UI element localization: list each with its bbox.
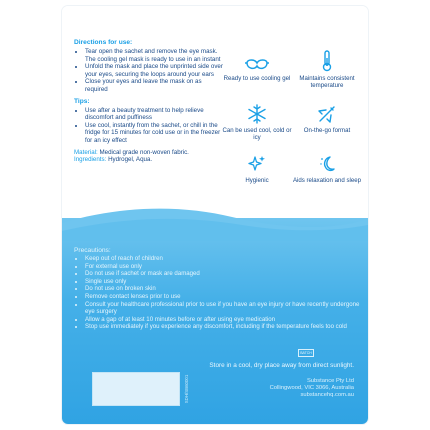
list-item: • Keep out of reach of children (85, 255, 364, 263)
snowflake-icon (247, 104, 267, 124)
list-item: • Consult your healthcare professional prior to use if you have an eye injury or have recently undergone eye surgery (85, 301, 364, 316)
precautions-section (74, 247, 364, 331)
feature-hygienic (222, 154, 292, 184)
material-label: Material: (74, 148, 98, 156)
list-item: • Do not use if sachet or mask are damaged (85, 270, 364, 278)
barcode-placeholder (92, 372, 180, 406)
feature-temperature (292, 50, 362, 89)
feature-relaxation (292, 154, 362, 184)
company-address (204, 378, 354, 399)
wave-divider (62, 201, 368, 241)
list-item: • Tear open the sachet and remove the eye mask. The cooling gel mask is ready to use in an instant (85, 48, 224, 63)
material-line (74, 149, 224, 156)
feature-label: Ready to use cooling gel (223, 75, 291, 82)
feature-label: Aids relaxation and sleep (292, 177, 362, 184)
batch-box: BATCH (298, 349, 314, 357)
tips-list (74, 107, 224, 145)
list-item: • Use cool, instantly from the sachet, or chill in the fridge for 15 minutes for cold use or in the freezer for an icy effect (85, 122, 224, 145)
list-item: • Single use only (85, 278, 364, 286)
company-name: Substance Pty Ltd (306, 378, 354, 384)
company-location: Collingwood, VIC 3066, Australia (269, 385, 354, 391)
feature-cool-cold-icy (222, 104, 292, 141)
list-item: • Close your eyes and leave the mask on as required (85, 78, 224, 93)
sachet-back (62, 6, 368, 424)
feature-label: Maintains consistent temperature (299, 75, 355, 89)
company-website: substancehq.com.au (300, 392, 354, 398)
storage-text: Store in a cool, dry place away from direct sunlight. (209, 362, 354, 369)
moon-icon (317, 154, 337, 174)
list-item: • Remove contact lenses prior to use (85, 293, 364, 301)
product-code: SDH/SB60001 (184, 374, 189, 404)
tips-heading: Tips: (74, 97, 90, 105)
feature-ready-to-use (222, 58, 292, 82)
list-item: • Do not use on broken skin (85, 285, 364, 293)
airplane-icon (317, 104, 337, 124)
eye-mask-icon (245, 58, 269, 72)
material-value: Medical grade non-woven fabric. (99, 148, 189, 156)
directions-list (74, 48, 224, 94)
thermometer-icon (321, 50, 333, 72)
feature-label: Hygienic (245, 177, 269, 184)
directions-heading: Directions for use: (74, 39, 133, 46)
ingredients-value: Hydrogel, Aqua. (108, 155, 153, 163)
list-item: • Stop use immediately if you experience any discomfort, including if the temperature feels too cold (85, 323, 364, 331)
sparkle-icon (247, 154, 267, 174)
precautions-heading: Precautions: (74, 247, 111, 254)
precautions-list (74, 255, 364, 331)
ingredients-line (74, 156, 224, 163)
list-item: • Unfold the mask and place the unprinted side over your eyes, securing the loops around your ears (85, 63, 224, 78)
list-item: • Use after a beauty treatment to help relieve discomfort and puffiness (85, 107, 224, 122)
instructions-column (74, 39, 224, 163)
feature-label: On-the-go format (303, 127, 351, 134)
list-item: • For external use only (85, 263, 364, 271)
feature-label: Can be used cool, cold or icy (222, 127, 292, 141)
list-item: • Allow a gap of at least 10 minutes before or after using eye medication (85, 316, 364, 324)
ingredients-label: Ingredients: (74, 155, 107, 163)
feature-on-the-go (292, 104, 362, 134)
